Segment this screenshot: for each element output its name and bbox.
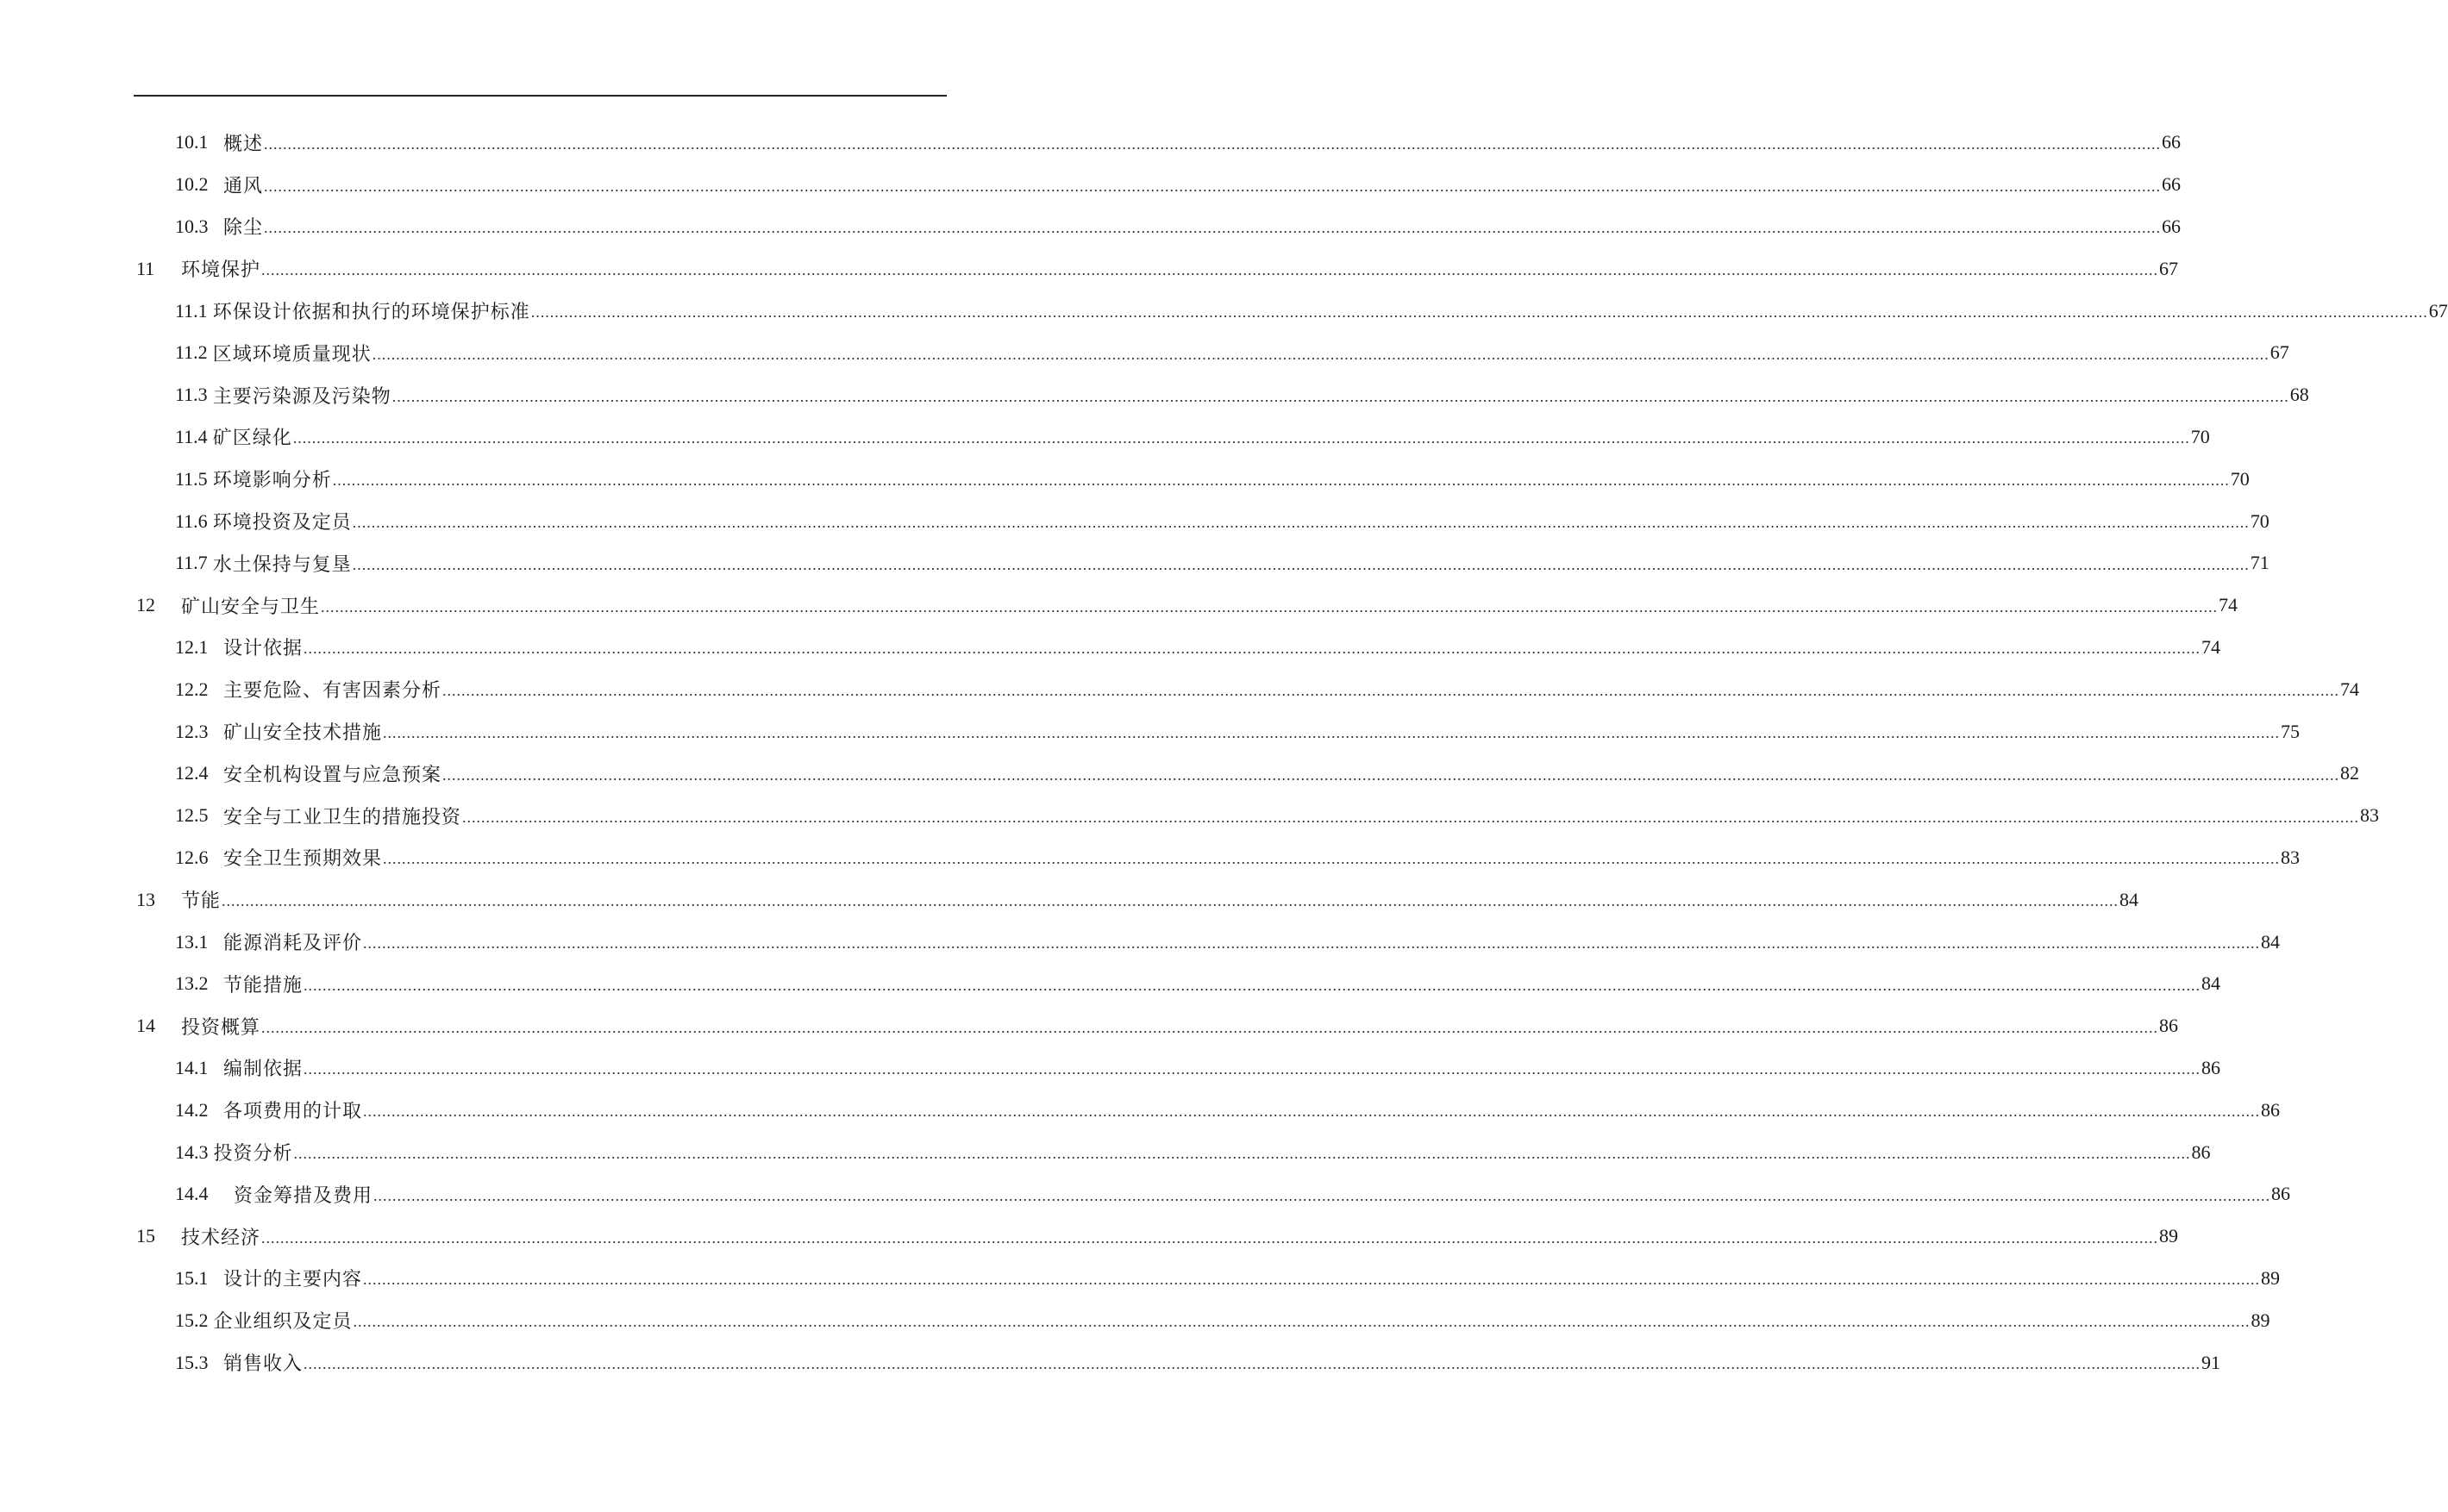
toc-entry-number: 14.3 [175,1140,209,1163]
toc-entry-title: 设计依据 [223,637,304,659]
toc-entry-number: 10.3 [175,215,209,237]
toc-dot-leader: ................................................................................................................................................................................................................................................................................................................................................................................................................ [304,976,2201,994]
toc-entry-number: 11.5 [175,467,208,490]
toc-section-entry[interactable] [175,710,2301,753]
toc-section-entry[interactable] [175,668,2360,710]
toc-entry-title: 节能措施 [223,973,304,996]
toc-entry-title: 矿区绿化 [212,427,292,449]
toc-page-number: 74 [2201,635,2221,658]
toc-dot-leader: ................................................................................................................................................................................................................................................................................................................................................................................................................ [332,472,2230,490]
toc-entry-title: 安全机构设置与应急预案 [223,763,442,785]
toc-entry-number: 11.6 [175,509,208,532]
toc-dot-leader: ................................................................................................................................................................................................................................................................................................................................................................................................................ [261,261,2159,279]
toc-page-number: 82 [2340,762,2360,784]
toc-page-number: 89 [2261,1266,2281,1289]
toc-entry-title: 安全卫生预期效果 [223,847,383,870]
toc-entry-title: 各项费用的计取 [223,1100,363,1122]
toc-entry-title: 投资概算 [181,1015,261,1038]
toc-entry-number: 12.6 [175,846,209,868]
toc-page-number: 86 [2159,1015,2179,1037]
toc-section-entry[interactable] [175,921,2281,963]
toc-entry-title: 除尘 [223,216,264,239]
toc-entry-number: 13.2 [175,972,209,995]
toc-page-number: 86 [2201,1056,2221,1078]
toc-section-entry[interactable] [175,837,2301,879]
toc-page-number: 84 [2201,972,2221,995]
toc-entry-number: 15.1 [175,1266,209,1289]
toc-chapter-entry[interactable] [136,1005,2179,1047]
toc-entry-title: 销售收入 [223,1353,304,1374]
toc-entry-title: 主要污染源及污染物 [212,384,391,407]
toc-page-number: 71 [2250,552,2270,574]
toc-dot-leader: ................................................................................................................................................................................................................................................................................................................................................................................................................ [383,724,2281,742]
toc-dot-leader: ................................................................................................................................................................................................................................................................................................................................................................................................................ [373,1186,2271,1204]
toc-section-entry[interactable] [175,1131,2211,1173]
toc-entry-title: 矿山安全技术措施 [223,722,383,744]
toc-section-entry[interactable] [175,374,2309,416]
toc-entry-number: 15 [136,1225,155,1247]
toc-page-number: 67 [2428,299,2448,322]
toc-dot-leader: ................................................................................................................................................................................................................................................................................................................................................................................................................ [264,219,2162,237]
toc-section-entry[interactable] [175,458,2250,500]
toc-entry-number: 15.2 [175,1309,209,1331]
toc-chapter-entry[interactable] [136,247,2179,290]
toc-entry-title: 通风 [223,174,264,197]
toc-section-entry[interactable] [175,1341,2221,1384]
toc-section-entry[interactable] [175,1299,2270,1341]
toc-entry-title: 资金筹措及费用 [234,1184,373,1206]
toc-section-entry[interactable] [175,122,2182,164]
toc-dot-leader: ................................................................................................................................................................................................................................................................................................................................................................................................................ [363,1103,2261,1121]
toc-entry-number: 12.4 [175,762,209,784]
toc-page-number: 66 [2162,173,2182,196]
toc-entry-title: 环境投资及定员 [212,511,352,534]
toc-section-entry[interactable] [175,963,2221,1005]
toc-page-number: 83 [2360,804,2380,827]
toc-dot-leader: ................................................................................................................................................................................................................................................................................................................................................................................................................ [372,345,2270,363]
toc-entry-number: 11.2 [175,341,208,364]
toc-page-number: 86 [2271,1183,2291,1205]
toc-section-entry[interactable] [175,753,2360,795]
toc-dot-leader: ................................................................................................................................................................................................................................................................................................................................................................................................................ [264,177,2162,195]
toc-page-number: 66 [2162,131,2182,153]
toc-entry-number: 10.2 [175,173,209,196]
toc-dot-leader: ................................................................................................................................................................................................................................................................................................................................................................................................................ [304,1060,2201,1078]
toc-entry-number: 12.2 [175,678,209,700]
toc-entry-title: 编制依据 [223,1058,304,1080]
toc-section-entry[interactable] [175,206,2182,248]
toc-page-number: 70 [2250,509,2270,532]
toc-page-number: 89 [2159,1225,2179,1247]
toc-page-number: 83 [2281,846,2301,868]
toc-section-entry[interactable] [175,164,2182,206]
toc-entry-title: 投资分析 [213,1142,293,1165]
toc-section-entry[interactable] [175,332,2289,374]
toc-page-number: 86 [2191,1140,2211,1163]
toc-dot-leader: ................................................................................................................................................................................................................................................................................................................................................................................................................ [292,429,2190,447]
toc-dot-leader: ................................................................................................................................................................................................................................................................................................................................................................................................................ [264,134,2162,153]
toc-entry-title: 安全与工业卫生的措施投资 [223,805,462,828]
toc-dot-leader: ................................................................................................................................................................................................................................................................................................................................................................................................................ [304,1355,2201,1372]
toc-section-entry[interactable] [175,500,2270,542]
toc-section-entry[interactable] [175,1047,2221,1090]
toc-entry-number: 10.1 [175,131,209,153]
toc-section-entry[interactable] [175,290,2448,332]
toc-entry-number: 12.5 [175,804,209,827]
toc-entry-number: 11.3 [175,384,208,406]
toc-dot-leader: ................................................................................................................................................................................................................................................................................................................................................................................................................ [304,640,2201,658]
toc-entry-title: 环境影响分析 [212,469,332,491]
toc-entry-title: 概述 [223,132,264,154]
toc-dot-leader: ................................................................................................................................................................................................................................................................................................................................................................................................................ [442,765,2340,784]
toc-dot-leader: ................................................................................................................................................................................................................................................................................................................................................................................................................ [321,597,2219,615]
toc-page-number: 89 [2251,1309,2270,1331]
toc-chapter-entry[interactable] [136,1215,2179,1258]
toc-section-entry[interactable] [175,1173,2291,1215]
toc-entry-number: 13 [136,888,155,910]
toc-entry-title: 技术经济 [181,1226,261,1248]
toc-dot-leader: ................................................................................................................................................................................................................................................................................................................................................................................................................ [352,514,2250,532]
toc-section-entry[interactable] [175,795,2380,837]
toc-entry-number: 11.7 [175,552,208,574]
toc-entry-number: 11 [136,257,155,279]
toc-entry-number: 12.3 [175,720,209,742]
toc-page-number: 84 [2261,930,2281,953]
toc-entry-title: 水土保持与复垦 [212,553,352,575]
toc-entry-number: 13.1 [175,930,209,953]
toc-page-number: 74 [2219,594,2238,616]
toc-dot-leader: ................................................................................................................................................................................................................................................................................................................................................................................................................ [293,1145,2191,1163]
toc-entry-title: 设计的主要内容 [223,1268,363,1290]
toc-entry-number: 15.3 [175,1351,209,1373]
toc-entry-title: 能源消耗及评价 [223,932,363,954]
toc-page-number: 84 [2119,888,2139,910]
toc-entry-title: 环境保护 [181,259,261,281]
toc-entry-number: 14.2 [175,1098,209,1121]
toc-page-number: 67 [2270,341,2289,364]
toc-page-number: 91 [2201,1351,2221,1373]
toc-dot-leader: ................................................................................................................................................................................................................................................................................................................................................................................................................ [352,555,2250,573]
toc-entry-number: 12.1 [175,635,209,658]
toc-section-entry[interactable] [175,416,2210,459]
header-rule [134,95,947,97]
toc-dot-leader: ................................................................................................................................................................................................................................................................................................................................................................................................................ [442,682,2340,700]
toc-dot-leader: ................................................................................................................................................................................................................................................................................................................................................................................................................ [261,1228,2159,1246]
toc-section-entry[interactable] [175,1089,2281,1131]
toc-dot-leader: ................................................................................................................................................................................................................................................................................................................................................................................................................ [383,850,2281,868]
toc-dot-leader: ................................................................................................................................................................................................................................................................................................................................................................................................................ [261,1018,2159,1036]
toc-entry-title: 节能 [181,890,222,912]
toc-dot-leader: ................................................................................................................................................................................................................................................................................................................................................................................................................ [530,303,2428,322]
toc-dot-leader: ................................................................................................................................................................................................................................................................................................................................................................................................................ [353,1313,2251,1331]
toc-section-entry[interactable] [175,627,2221,669]
toc-section-entry[interactable] [175,1258,2281,1300]
toc-entry-title: 主要危险、有害因素分析 [223,679,442,702]
toc-entry-title: 区域环境质量现状 [212,342,372,365]
toc-page-number: 66 [2162,215,2182,237]
toc-page-number: 70 [2230,467,2250,490]
toc-entry-title: 矿山安全与卫生 [181,595,321,617]
toc-dot-leader: ................................................................................................................................................................................................................................................................................................................................................................................................................ [363,934,2261,953]
toc-dot-leader: ................................................................................................................................................................................................................................................................................................................................................................................................................ [363,1271,2261,1289]
toc-dot-leader: ................................................................................................................................................................................................................................................................................................................................................................................................................ [222,892,2119,910]
toc-page-number: 75 [2281,720,2301,742]
table-of-contents [0,122,2448,1384]
toc-chapter-entry[interactable] [136,878,2139,921]
toc-entry-number: 11.4 [175,425,208,447]
toc-page-number: 86 [2261,1098,2281,1121]
toc-dot-leader: ................................................................................................................................................................................................................................................................................................................................................................................................................ [462,808,2360,826]
toc-entry-number: 11.1 [175,299,208,322]
toc-entry-number: 14.1 [175,1056,209,1078]
toc-entry-title: 企业组织及定员 [213,1310,353,1333]
toc-page-number: 74 [2340,678,2360,700]
toc-page-number: 67 [2159,257,2179,279]
toc-entry-title: 环保设计依据和执行的环境保护标准 [212,301,530,323]
toc-entry-number: 14.4 [175,1183,209,1205]
toc-chapter-entry[interactable] [136,584,2238,627]
toc-page-number: 70 [2190,425,2210,447]
toc-entry-number: 12 [136,594,155,616]
toc-page-number: 68 [2289,384,2309,406]
toc-dot-leader: ................................................................................................................................................................................................................................................................................................................................................................................................................ [391,387,2289,405]
toc-entry-number: 14 [136,1015,155,1037]
toc-section-entry[interactable] [175,542,2270,584]
